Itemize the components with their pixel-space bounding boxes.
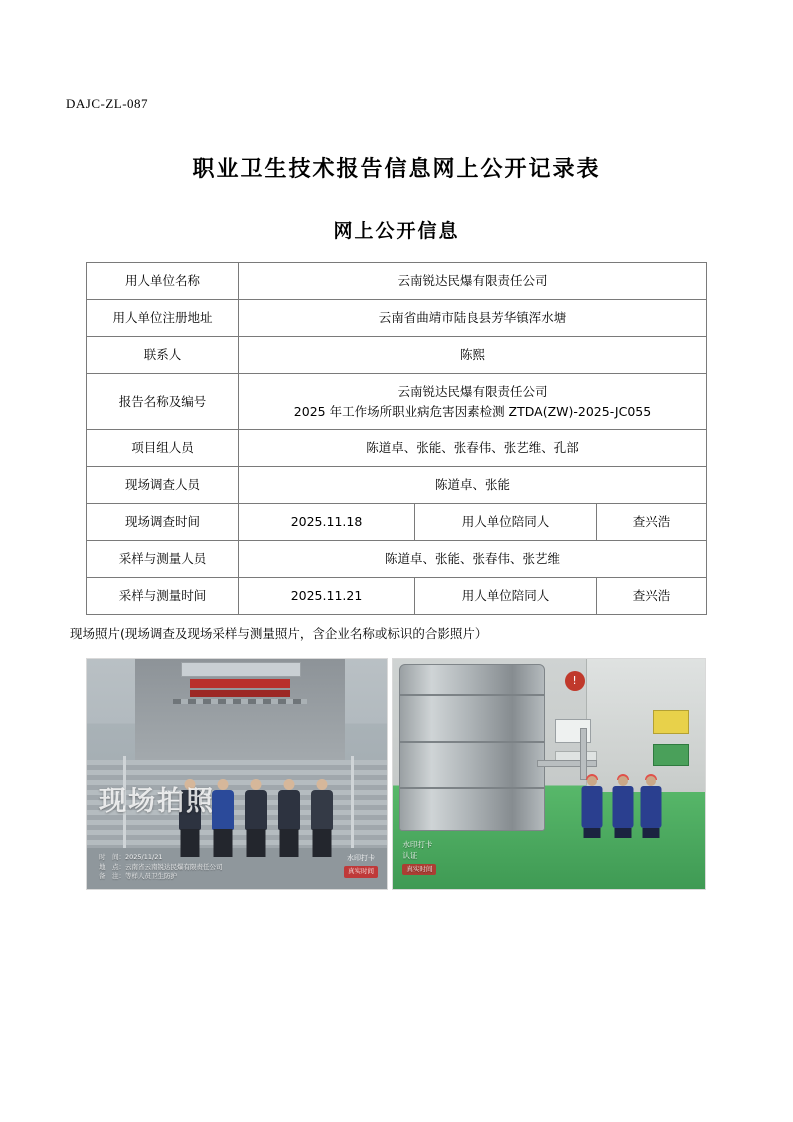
row-label-project-team: 项目组人员 <box>87 430 239 467</box>
yellow-warning-sign <box>653 710 689 734</box>
tank-ring <box>400 741 544 743</box>
worker-coat <box>641 786 662 828</box>
person-head <box>284 779 295 790</box>
worker-coat <box>582 786 603 828</box>
row-label-survey-date: 现场调查时间 <box>87 504 239 541</box>
row-value-contact-person: 陈熙 <box>239 337 707 374</box>
building-windows <box>173 699 307 703</box>
row-value-survey-staff: 陈道卓、张能 <box>239 467 707 504</box>
table-row <box>87 263 707 300</box>
watermark-sub: 认证 <box>402 850 418 860</box>
hazard-warning-icon: ! <box>565 671 585 691</box>
photo-watermark-title: 现场拍照 <box>99 785 215 817</box>
person-figure <box>276 779 302 857</box>
row-label-contact-person: 联系人 <box>87 337 239 374</box>
building-top-panel <box>181 662 301 677</box>
table-row <box>87 337 707 374</box>
green-safety-sign <box>653 744 689 766</box>
row-value-survey-date: 2025.11.18 <box>239 504 415 541</box>
site-survey-photo <box>86 658 388 890</box>
photo-watermark-corner <box>344 854 378 878</box>
photo-gallery <box>86 658 706 890</box>
row-value-project-team: 陈道卓、张能、张春伟、张艺维、孔部 <box>239 430 707 467</box>
page-subtitle: 网上公开信息 <box>333 220 460 242</box>
report-name-line1: 云南锐达民爆有限责任公司 <box>397 384 548 400</box>
watermark-place: 地 点：云南省云南锐达民爆有限责任公司 <box>99 862 223 871</box>
tank-ring <box>400 787 544 789</box>
building-red-sign <box>190 679 291 688</box>
photo-section-caption: 现场照片(现场调查及现场采样与测量照片，含企业名称或标识的合影照片） <box>70 626 488 641</box>
row-label-sampling-date: 采样与测量时间 <box>87 578 239 615</box>
worker-head <box>587 776 597 786</box>
row-label-company-name: 用人单位名称 <box>87 263 239 300</box>
table-row <box>87 467 707 504</box>
row-label-survey-accompany: 用人单位陪同人 <box>415 504 597 541</box>
row-value-sampling-accompany: 查兴浩 <box>597 578 707 615</box>
person-body <box>311 790 333 830</box>
row-value-sampling-staff: 陈道卓、张能、张春伟、张艺维 <box>239 541 707 578</box>
worker-head <box>618 776 628 786</box>
report-name-line2: 2025 年工作场所职业病危害因素检测 ZTDA(ZW)-2025-JC055 <box>293 403 652 419</box>
person-body <box>212 790 234 830</box>
watermark-corner-badge: 真实时间 <box>344 866 378 877</box>
person-body <box>278 790 300 830</box>
vertical-pipe <box>580 728 587 780</box>
worker-head <box>646 776 656 786</box>
row-label-sampling-staff: 采样与测量人员 <box>87 541 239 578</box>
table-row <box>87 430 707 467</box>
photo-watermark-corner <box>402 840 436 875</box>
row-value-registered-address: 云南省曲靖市陆良县芳华镇浑水塘 <box>239 300 707 337</box>
worker-boots <box>584 828 601 838</box>
page-title: 职业卫生技术报告信息网上公开记录表 <box>192 157 601 182</box>
row-label-report-name-number: 报告名称及编号 <box>87 374 239 430</box>
row-label-survey-staff: 现场调查人员 <box>87 467 239 504</box>
watermark-time: 时 间：2025/11/21 <box>99 852 163 861</box>
public-disclosure-table <box>86 262 707 615</box>
document-code: DAJC-ZL-087 <box>66 96 149 111</box>
building-red-sign-secondary <box>190 690 291 697</box>
site-sampling-photo <box>392 658 706 890</box>
row-value-company-name: 云南锐达民爆有限责任公司 <box>239 263 707 300</box>
worker-figure <box>639 776 663 838</box>
tank-ring <box>400 694 544 696</box>
person-head <box>251 779 262 790</box>
watermark-badge: 真实时间 <box>402 864 436 875</box>
watermark-note: 备 注：等样人员卫生防护 <box>99 872 177 881</box>
watermark-title: 水印打卡 <box>402 840 433 850</box>
person-legs <box>313 829 332 857</box>
worker-boots <box>615 828 632 838</box>
worker-figure <box>580 776 604 838</box>
handrail-right <box>351 756 354 848</box>
person-body <box>245 790 267 830</box>
storage-tank <box>399 664 545 832</box>
person-legs <box>247 829 266 857</box>
table-row <box>87 374 707 430</box>
table-row <box>87 578 707 615</box>
photo-watermark-details <box>99 853 223 882</box>
person-figure <box>309 779 335 857</box>
person-figure <box>243 779 269 857</box>
worker-figure <box>611 776 635 838</box>
person-head <box>317 779 328 790</box>
row-value-survey-accompany: 查兴浩 <box>597 504 707 541</box>
horizontal-pipe <box>537 760 597 767</box>
row-value-report-name-number <box>239 374 707 430</box>
row-label-sampling-accompany: 用人单位陪同人 <box>415 578 597 615</box>
person-legs <box>280 829 299 857</box>
worker-coat <box>613 786 634 828</box>
person-head <box>218 779 229 790</box>
worker-boots <box>643 828 660 838</box>
watermark-corner-label: 水印打卡 <box>347 853 375 862</box>
row-value-sampling-date: 2025.11.21 <box>239 578 415 615</box>
row-label-registered-address: 用人单位注册地址 <box>87 300 239 337</box>
table-row <box>87 541 707 578</box>
building-facade <box>135 659 345 762</box>
table-row <box>87 504 707 541</box>
table-row <box>87 300 707 337</box>
